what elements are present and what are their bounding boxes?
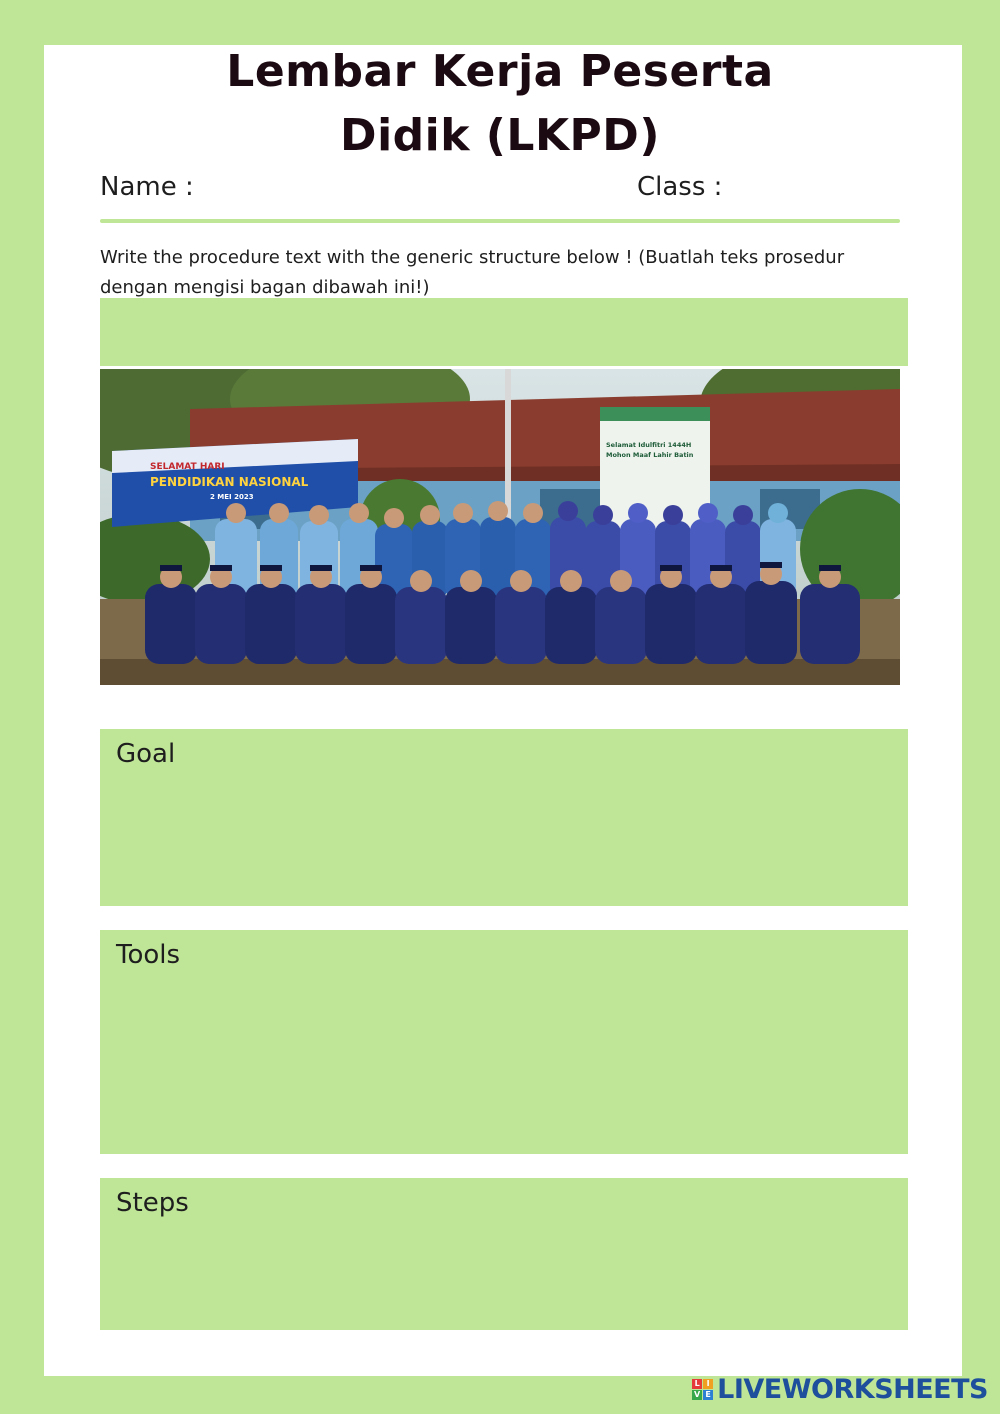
goal-answer-box[interactable] [100,729,908,906]
title-line-1: Lembar Kerja Peserta [226,46,774,97]
logo-letter-e: E [703,1390,713,1400]
class-label: Class : [637,172,723,202]
logo-letter-l: L [692,1379,702,1389]
banner-left-line2: PENDIDIKAN NASIONAL [150,475,309,489]
liveworksheets-logo-icon [692,1379,713,1400]
banner-left-date: 2 MEI 2023 [210,493,254,501]
logo-letter-v: V [694,1389,701,1399]
instruction-text: Write the procedure text with the generic structure below ! (Buatlah teks prosedur dengan mengisi bagan dibawah ini!) [100,247,845,298]
tools-answer-box[interactable] [100,930,908,1154]
logo-letter-i: I [703,1379,713,1389]
banner-right-line2: Mohon Maaf Lahir Batin [606,451,694,459]
steps-label: Steps [116,1188,189,1218]
tools-label: Tools [116,940,181,970]
goal-label: Goal [116,739,176,769]
name-label: Name : [100,172,194,202]
banner-right-line1: Selamat Idulfitri 1444H [606,441,692,449]
banner-left-line1: SELAMAT HARI [150,462,225,472]
header-divider [100,219,900,223]
liveworksheets-logo-text: LIVEWORKSHEETS [717,1373,988,1405]
school-group-photo [100,369,900,685]
title-line-2: Didik (LKPD) [340,110,660,161]
liveworksheets-logo [692,1372,988,1406]
worksheet-title [0,40,1000,168]
steps-answer-box[interactable] [100,1178,908,1330]
answer-box-top[interactable] [100,298,908,366]
